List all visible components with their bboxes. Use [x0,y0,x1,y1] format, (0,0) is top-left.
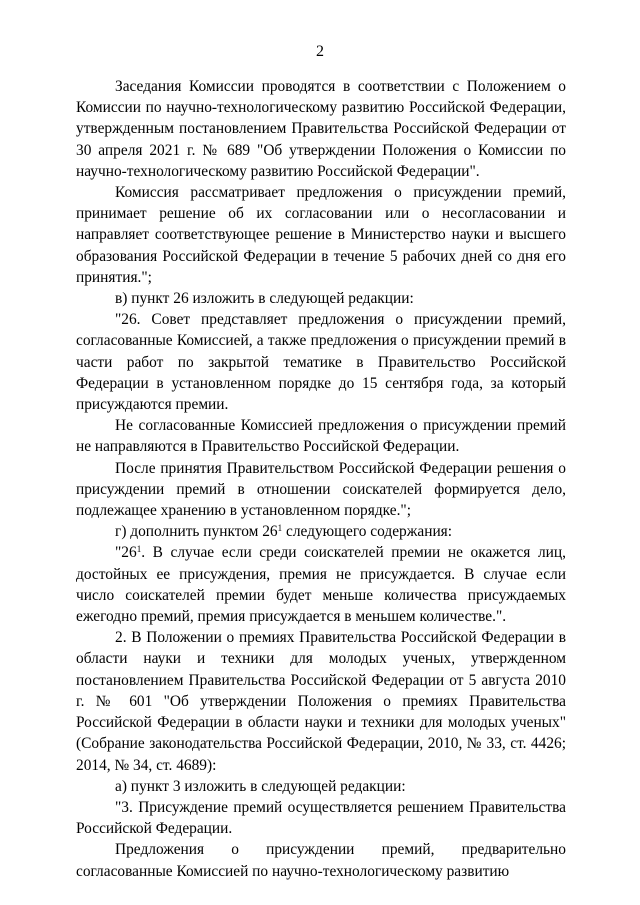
document-body [76,76,566,882]
paragraph-text: . В случае если среди соискателей премии не окажется лиц, достойных ее присуждения, премия не присуждается. В случае если число соискателей премии будет меньше количества присуждаемых ежегодно премий, премия присуждается в меньшем количестве.". [76,544,566,626]
paragraph: Предложения о присуждении премий, предварительно согласованные Комиссией по научно-технологическому развитию [76,841,566,880]
paragraph: После принятия Правительством Российской Федерации решения о присуждении премий в отношении соискателей формируется дело, подлежащее хранению в установленном порядке."; [76,459,566,520]
paragraph: "26. Совет представляет предложения о присуждении премий, согласованные Комиссией, а также предложения о присуждении премий в части работ по закрытой тематике в Правительство Российской Федерации в установленном порядке до 15 сентября года, за который присуждаются премии. [76,311,566,414]
paragraph: Заседания Комиссии проводятся в соответствии с Положением о Комиссии по научно-технологическому развитию Российской Федерации, утвержденным постановлением Правительства Российской Федерации от 30 апреля 2021 г. № 689 "Об утверждении Положения о Комиссии по научно-технологическому развитию Российской Федерации". [76,78,566,180]
paragraph-text: "26 [115,544,137,562]
paragraph: 2. В Положении о премиях Правительства Российской Федерации в области науки и техники для молодых ученых, утвержденном постановлением Правительства Российской Федерации от 5 августа 2010 г. № 601 "Об утверждении Положения о премиях Правительства Российской Федерации в области науки и техники для молодых ученых" (Собрание законодательства Российской Федерации, 2010, № 33, ст. 4426; 2014, № 34, ст. 4689): [76,629,566,774]
paragraph-text: следующего содержания: [282,523,453,541]
page-number: 2 [316,43,324,60]
paragraph-text: г) дополнить пунктом 26 [115,523,278,541]
paragraph [76,542,566,627]
superscript: 1 [136,544,142,555]
paragraph: "3. Присуждение премий осуществляется решением Правительства Российской Федерации. [76,798,566,838]
paragraph [76,521,566,542]
paragraph: а) пункт 3 изложить в следующей редакции: [115,777,406,795]
paragraph: Комиссия рассматривает предложения о присуждении премий, принимает решение об их согласовании или о несогласовании и направляет соответствующее решение в Министерство науки и высшего образования Российской Федерации в течение 5 рабочих дней со дня его принятия."; [76,184,566,286]
superscript: 1 [277,523,283,534]
paragraph: в) пункт 26 изложить в следующей редакции: [115,290,414,308]
paragraph: Не согласованные Комиссией предложения о присуждении премий не направляются в Правительство Российской Федерации. [76,417,566,456]
